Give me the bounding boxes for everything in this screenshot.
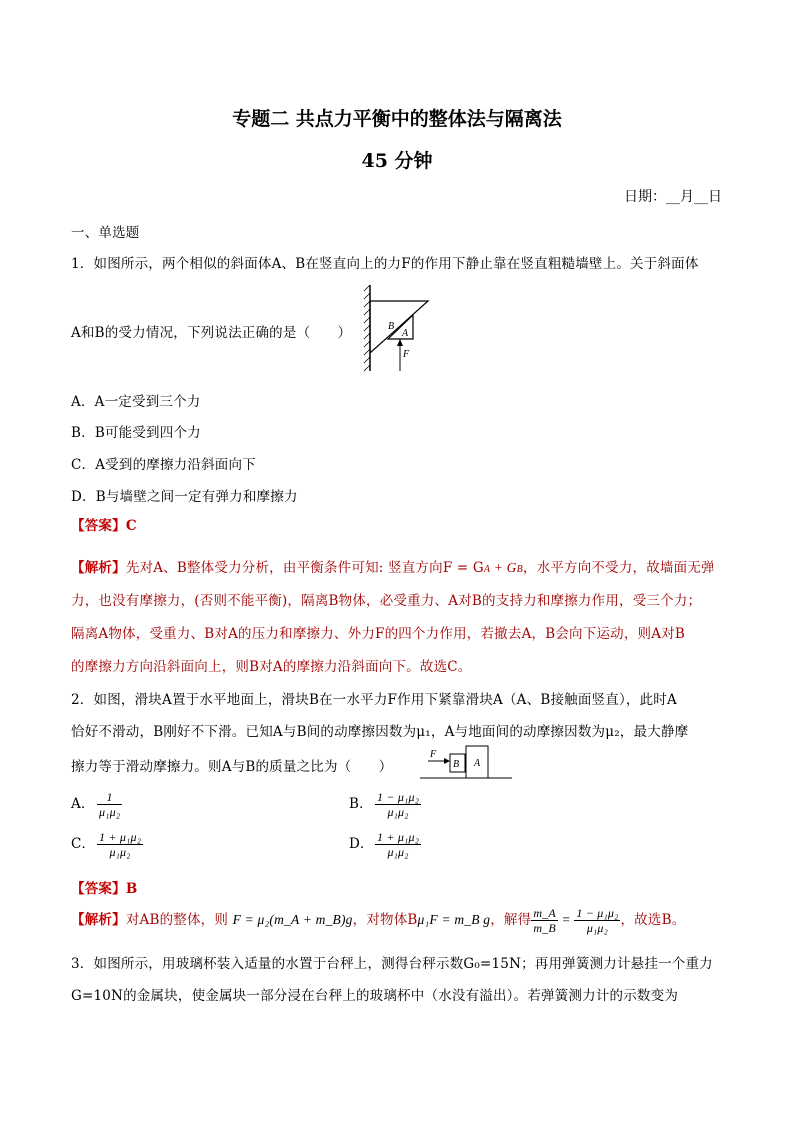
fig-label-a: A xyxy=(474,758,481,769)
date-label: 日期：__月__日 xyxy=(624,189,722,205)
fig-label-f: F xyxy=(430,749,437,760)
push-arrowhead xyxy=(444,758,450,764)
q1-answer xyxy=(71,514,137,534)
q3-text-line2: G=10N的金属块，使金属块一部分浸在台秤上的玻璃杯中（水没有溢出）。若弹簧测力计的示数变为 xyxy=(71,988,679,1004)
q2-option-d: D． $\frac{\text{1 + μ₁μ₂}}{\text{μ₁μ₂}}$ xyxy=(349,830,420,859)
fig-label-b: B xyxy=(453,759,460,770)
q2-option-c: C． $\frac{\text{1 + μ₁μ₂}}{\text{μ₁μ₂}}$ xyxy=(71,830,142,859)
q2-option-b: B． $\frac{\text{1 − μ₁μ₂}}{\text{μ₁μ₂}}$ xyxy=(349,790,420,819)
q1-option-c: C．A受到的摩擦力沿斜面向下 xyxy=(71,457,256,473)
wall-hatch xyxy=(364,285,370,371)
fig-label-f: F xyxy=(403,349,410,360)
q1-option-d: D．B与墙壁之间一定有弹力和摩擦力 xyxy=(71,489,298,505)
q1-figure xyxy=(362,283,434,373)
page-title: 专题二 共点力平衡中的整体法与隔离法 xyxy=(232,108,562,130)
option-fraction: $\frac{\text{1 + μ₁μ₂}}{\text{μ₁μ₂}}$ xyxy=(377,830,420,859)
answer-value: B xyxy=(125,881,138,897)
analysis-text: ，水平方向不受力，故墙面无弹 xyxy=(522,560,715,576)
analysis-tag: 【解析】 xyxy=(71,912,126,928)
option-fraction: $\frac{\text{1 + μ₁μ₂}}{\text{μ₁μ₂}}$ xyxy=(99,830,142,859)
q1-text-line1: 1．如图所示，两个相似的斜面体A、B在竖直向上的力F的作用下静止靠在竖直粗糙墙壁上。关于斜面体 xyxy=(71,256,699,272)
q2-option-a: A． $\frac{1}{\text{μ₁μ₂}}$ xyxy=(71,790,121,819)
answer-tag: 【答案】 xyxy=(71,518,126,534)
option-fraction: $\frac{1}{\text{μ₁μ₂}}$ xyxy=(99,790,121,819)
q1-analysis-line4: 的摩擦力方向沿斜面向上，则B对A的摩擦力沿斜面向下。故选C。 xyxy=(71,659,472,675)
analysis-text: 先对A、B整体受力分析，由平衡条件可知: 竖直方向F = G xyxy=(125,560,484,576)
option-fraction: $\frac{\text{1 − μ₁μ₂}}{\text{μ₁μ₂}}$ xyxy=(377,790,420,819)
fig-label-b: B xyxy=(388,321,395,332)
q1-option-b: B．B可能受到四个力 xyxy=(71,425,201,441)
formula-total: F = μ₂(m_A + m_B)g xyxy=(232,912,353,927)
result-fraction: $\frac{\text{1 − μ₁μ₂}}{\text{μ₁μ₂}}$ xyxy=(576,906,619,935)
answer-value: C xyxy=(125,518,137,534)
q2-figure xyxy=(420,742,514,782)
q2-text-line3: 擦力等于滑动摩擦力。则A与B的质量之比为（ ） xyxy=(71,759,393,775)
q1-option-a: A．A一定受到三个力 xyxy=(71,394,201,410)
ratio-fraction: $\frac{m\_A}{m\_B}$ xyxy=(533,906,556,935)
force-arrowhead xyxy=(397,339,403,346)
q2-analysis-line: 【解析】对AB的整体，则 F = μ₂(m_A + m_B)g，对物体Bμ₁F = m_B g，解得 $\frac{m\_A}{m\_B}$ = $\frac{\text{1 − μ₁μ₂}}{\text{μ₁μ₂}}$ ，故选B。 xyxy=(71,906,686,935)
q1-analysis-line1: 【解析】先对A、B整体受力分析，由平衡条件可知: 竖直方向F = GA + GB，水平方向不受力，故墙面无弹 xyxy=(71,560,715,576)
analysis-tag: 【解析】 xyxy=(71,560,126,576)
answer-tag: 【答案】 xyxy=(71,881,126,897)
q1-analysis-line3: 隔离A物体，受重力、B对A的压力和摩擦力、外力F的四个力作用，若撤去A，B会向下运动，则A对B xyxy=(71,626,686,642)
q1-analysis-line2: 力，也没有摩擦力，(否则不能平衡)，隔离B物体，必受重力、A对B的支持力和摩擦力作用，受三个力； xyxy=(71,593,702,609)
q3-text-line1: 3．如图所示，用玻璃杯装入适量的水置于台秤上，测得台秤示数G₀=15N；再用弹簧测力计悬挂一个重力 xyxy=(71,956,713,972)
section-label: 一、单选题 xyxy=(71,225,140,241)
q1-text-line2: A和B的受力情况，下列说法正确的是（ ） xyxy=(71,325,352,341)
q2-text-line1: 2．如图，滑块A置于水平地面上，滑块B在一水平力F作用下紧靠滑块A（A、B接触面竖直），此时A xyxy=(71,692,677,708)
formula-b: μ₁F = m_B g xyxy=(417,912,491,927)
page-subtitle: 45 分钟 xyxy=(361,150,433,172)
q2-answer xyxy=(71,877,137,897)
fig-label-a: A xyxy=(402,328,409,339)
q2-text-line2: 恰好不滑动，B刚好不下滑。已知A与B间的动摩擦因数为μ₁，A与地面间的动摩擦因数为μ₂，最大静摩 xyxy=(71,724,689,740)
